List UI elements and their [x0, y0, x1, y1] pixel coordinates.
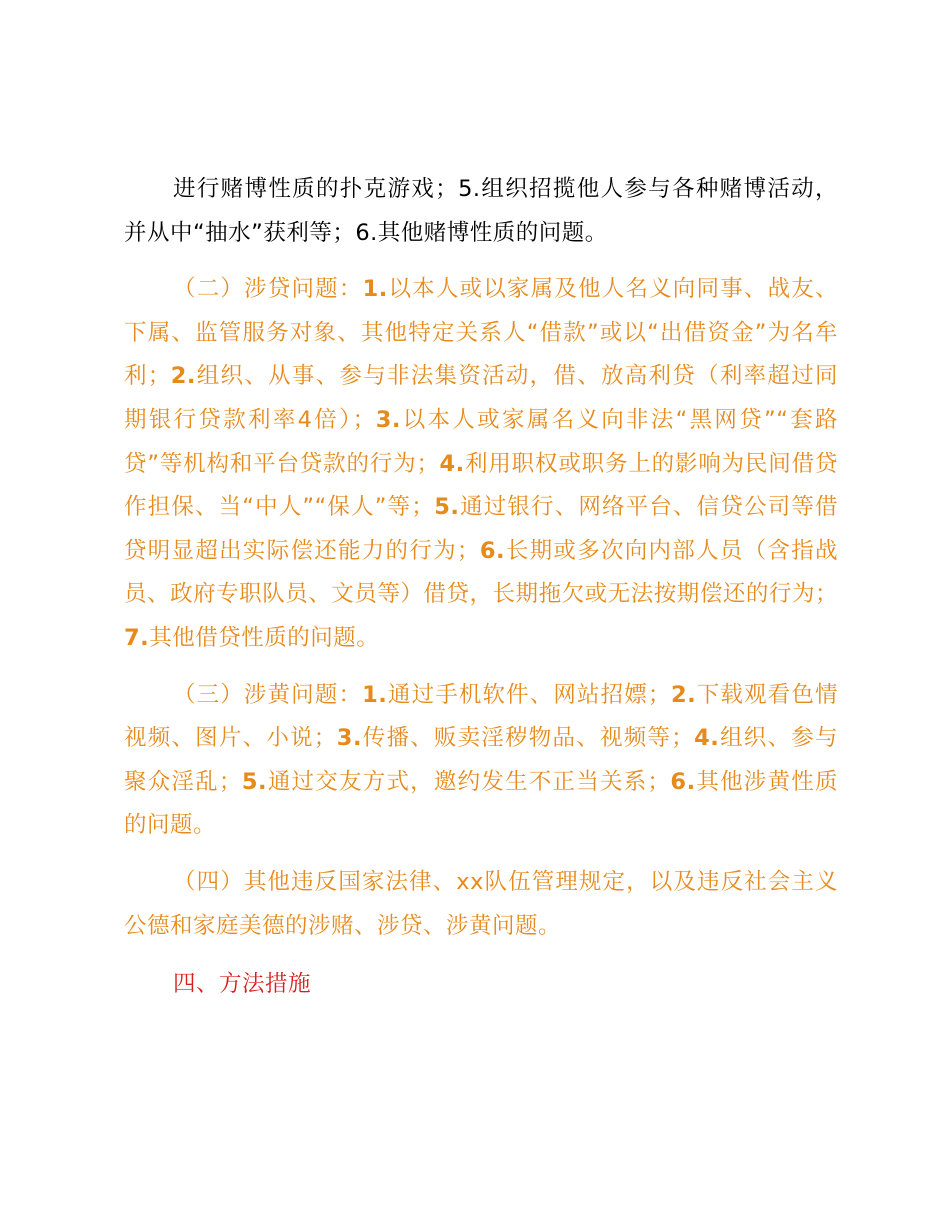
loan-item-4-text: 利用职权或职务上的影响为民间借贷作担保、当“中人”“保人”等；: [124, 450, 838, 521]
loan-item-1-num: 1.: [362, 276, 388, 303]
porn-item-6-text: 其他涉黄性质的问题。: [124, 768, 838, 839]
loan-item-3-text: 以本人或家属名义向非法“黑网贷”“套路贷”等机构和平台贷款的行为；: [124, 406, 838, 477]
porn-item-5-num: 5.: [241, 768, 268, 795]
loan-item-5-num: 5.: [434, 494, 460, 521]
loan-item-5-text: 通过银行、网络平台、信贷公司等借贷明显超出实际偿还能力的行为；: [124, 494, 838, 564]
porn-item-2-num: 2.: [670, 681, 697, 708]
loan-item-6-text: 长期或多次向内部人员（含指战员、政府专职队员、文员等）借贷，长期拖欠或无法按期偿还的行为；: [124, 537, 838, 608]
porn-item-1-num: 1.: [362, 681, 388, 708]
paragraph-gambling-continued: 进行赌博性质的扑克游戏；5.组织招揽他人参与各种赌博活动，并从中“抽水”获利等；6.其他赌博性质的问题。: [124, 176, 838, 246]
loan-item-3-num: 3.: [375, 406, 401, 433]
loan-item-1-text: 以本人或以家属及他人名义向同事、战友、下属、监管服务对象、其他特定关系人“借款”或以“出借资金”为名牟利；: [124, 276, 838, 390]
porn-item-4-num: 4.: [694, 725, 720, 752]
porn-item-2-text: 下载观看色情视频、图片、小说；: [124, 681, 838, 752]
porn-item-1-text: 通过手机软件、网站招嫖；: [387, 681, 671, 708]
loan-issues-intro: （二）涉贷问题：: [173, 276, 363, 303]
paragraph-other-issues: （四）其他违反国家法律、xx队伍管理规定，以及违反社会主义公德和家庭美德的涉赌、涉贷、涉黄问题。: [124, 868, 838, 939]
loan-item-4-num: 4.: [439, 450, 465, 477]
paragraph-loan-issues: [124, 268, 838, 660]
porn-item-3-num: 3.: [336, 725, 362, 752]
loan-item-7-text: 其他借贷性质的问题。: [149, 624, 380, 651]
loan-item-2-text: 组织、从事、参与非法集资活动，借、放高利贷（利率超过同期银行贷款利率4倍）；: [124, 363, 838, 433]
porn-item-4-text: 组织、参与聚众淫乱；: [124, 725, 838, 795]
porn-item-5-text: 通过交友方式，邀约发生不正当关系；: [267, 768, 671, 795]
paragraph-pornography-issues: [124, 674, 838, 848]
porn-issues-intro: （三）涉黄问题：: [173, 681, 363, 708]
loan-item-2-num: 2.: [170, 363, 196, 390]
loan-item-6-num: 6.: [479, 537, 506, 564]
section-heading-methods: 四、方法措施: [173, 971, 312, 998]
porn-item-3-text: 传播、贩卖淫秽物品、视频等；: [362, 725, 695, 752]
document-body: [124, 168, 838, 1007]
loan-item-7-num: 7.: [124, 624, 150, 651]
porn-item-6-num: 6.: [670, 768, 696, 795]
